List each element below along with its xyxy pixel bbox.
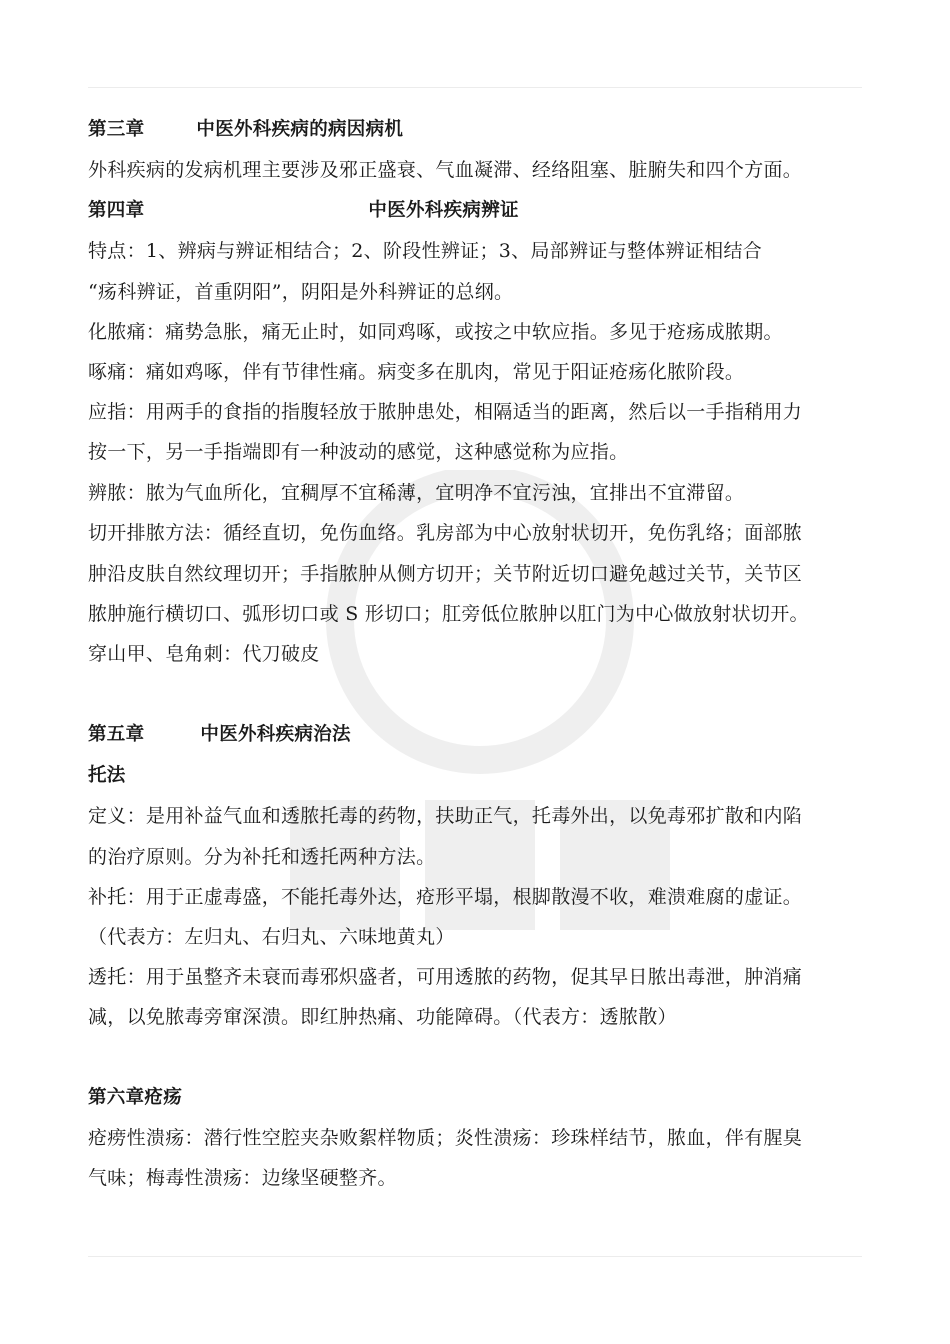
footer-rule [88, 1256, 862, 1257]
paragraph-line: 补托：用于正虚毒盛，不能托毒外达，疮形平塌，根脚散漫不收，难溃难腐的虚证。 [88, 886, 803, 908]
paragraph-line: “疡科辨证，首重阴阳”，阴阳是外科辨证的总纲。 [88, 281, 514, 303]
paragraph-line: 脓肿施行横切口、弧形切口或 S 形切口；肛旁低位脓肿以肛门为中心做放射状切开。 [88, 603, 809, 625]
paragraph-line: 的治疗原则。分为补托和透托两种方法。 [88, 846, 436, 868]
paragraph-line: 减，以免脓毒旁窜深溃。即红肿热痛、功能障碍。（代表方：透脓散） [88, 1006, 677, 1028]
header-rule [88, 87, 862, 88]
paragraph-line: 辨脓：脓为气血所化，宜稠厚不宜稀薄，宜明净不宜污浊，宜排出不宜滞留。 [88, 482, 745, 504]
chapter-5-title: 中医外科疾病治法 [200, 724, 351, 745]
paragraph-line: 切开排脓方法：循经直切，免伤血络。乳房部为中心放射状切开，免伤乳络；面部脓 [88, 522, 803, 544]
paragraph-line: 应指：用两手的食指的指腹轻放于脓肿患处，相隔适当的距离，然后以一手指稍用力 [88, 401, 803, 423]
paragraph-line: 疮痨性溃疡：潜行性空腔夹杂败絮样物质；炎性溃疡：珍珠样结节，脓血，伴有腥臭 [88, 1127, 803, 1149]
chapter-3-body: 外科疾病的发病机理主要涉及邪正盛衰、气血凝滞、经络阻塞、脏腑失和四个方面。 [88, 159, 803, 181]
paragraph-line: 穿山甲、皂角刺：代刀破皮 [88, 643, 320, 665]
chapter-4-heading [88, 198, 519, 224]
chapter-3-number: 第三章 [88, 119, 145, 140]
paragraph-line: 化脓痛：痛势急胀，痛无止时，如同鸡啄，或按之中软应指。多见于疮疡成脓期。 [88, 321, 783, 343]
paragraph-line: 透托：用于虽整齐未衰而毒邪炽盛者，可用透脓的药物，促其早日脓出毒泄，肿消痛 [88, 966, 803, 988]
chapter-3-title: 中医外科疾病的病因病机 [196, 119, 404, 140]
chapter-3-heading [88, 117, 403, 143]
paragraph-line: 啄痛：痛如鸡啄，伴有节律性痛。病变多在肌肉，常见于阳证疮疡化脓阶段。 [88, 361, 745, 383]
paragraph-line: （代表方：左归丸、右归丸、六味地黄丸） [88, 926, 455, 948]
paragraph-line: 按一下，另一手指端即有一种波动的感觉，这种感觉称为应指。 [88, 441, 629, 463]
paragraph-line: 定义：是用补益气血和透脓托毒的药物，扶助正气，托毒外出，以免毒邪扩散和内陷 [88, 805, 803, 827]
paragraph-line: 气味；梅毒性溃疡：边缘坚硬整齐。 [88, 1167, 397, 1189]
chapter-5-heading [88, 722, 351, 748]
chapter-5-number: 第五章 [88, 724, 145, 745]
chapter-6-heading: 第六章疮疡 [88, 1087, 183, 1108]
paragraph-line: 特点：1、辨病与辨证相结合；2、阶段性辨证；3、局部辨证与整体辨证相结合 [88, 240, 763, 262]
chapter-4-title: 中医外科疾病辨证 [368, 200, 519, 221]
paragraph-line: 肿沿皮肤自然纹理切开；手指脓肿从侧方切开；关节附近切口避免越过关节，关节区 [88, 563, 803, 585]
chapter-4-number: 第四章 [88, 200, 145, 221]
section-heading-tuofa: 托法 [88, 765, 126, 786]
